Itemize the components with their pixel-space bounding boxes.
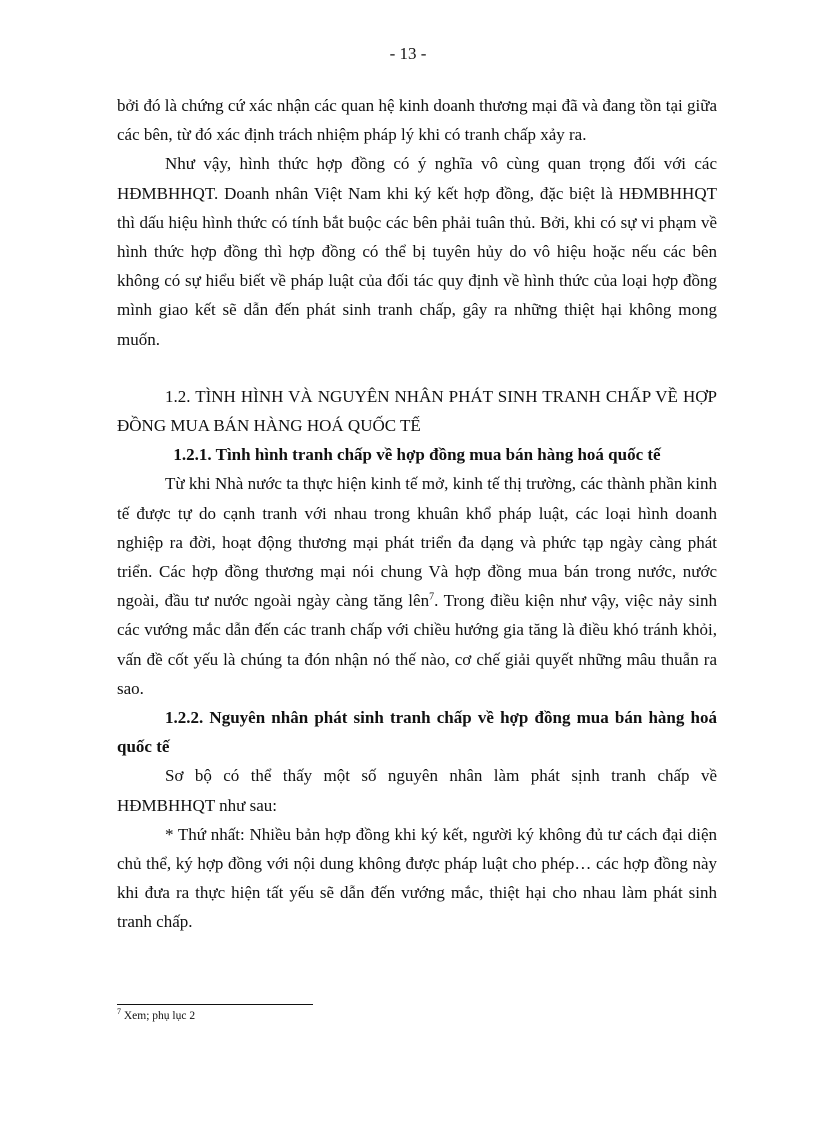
section-heading-1-2: 1.2. TÌNH HÌNH VÀ NGUYÊN NHÂN PHÁT SINH TRANH CHẤP VỀ HỢP ĐỒNG MUA BÁN HÀNG HOÁ QUỐC TẾ <box>117 386 717 436</box>
page-number: - 13 - <box>389 44 427 63</box>
footnote <box>117 1007 196 1022</box>
subsection-heading-1-2-1: 1.2.1. Tình hình tranh chấp về hợp đồng mua bán hàng hoá quốc tế <box>173 445 661 465</box>
paragraph-causes-intro: Sơ bộ có thể thấy một số nguyên nhân làm phát sịnh tranh chấp về HĐMBHHQT như sau: <box>117 766 717 815</box>
subsection-heading-1-2-2: 1.2.2. Nguyên nhân phát sinh tranh chấp về hợp đồng mua bán hàng hoá quốc tế <box>117 708 717 757</box>
footnote-text: Xem; phụ lục 2 <box>121 1010 196 1022</box>
paragraph-first-cause: * Thứ nhất: Nhiều bản hợp đồng khi ký kết, người ký không đủ tư cách đại diện chủ thể, ký hợp đồng với nội dung không được pháp luật cho phép… các hợp đồng này khi đưa ra thực hiện tất yếu sẽ dẫn đến vướng mắc, thiệt hại cho nhau làm phát sinh tranh chấp. <box>117 824 717 932</box>
paragraph-dispute-tail: . Trong điều kiện như vậy, việc nảy sinh các vướng mắc dẫn đến các tranh chấp với chiều hướng gia tăng là điều khó tránh khỏi, vấn đề cốt yếu là chúng ta đón nhận nó thế nào, cơ chế giải quyết những mâu thuẫn ra sao. <box>117 591 717 698</box>
page-body <box>117 91 717 937</box>
paragraph-contract-form: Như vậy, hình thức hợp đồng có ý nghĩa vô cùng quan trọng đối với các HĐMBHHQT. Doanh nhân Việt Nam khi ký kết hợp đồng, đặc biệt là HĐMBHHQT thì dấu hiệu hình thức có tính bắt buộc các bên phải tuân thủ. Bởi, khi có sự vi phạm về hình thức hợp đồng thì hợp đồng có thể bị tuyên hủy do vô hiệu hoặc nếu các bên không có sự hiểu biết về pháp luật của đối tác quy định về hình thức của loại hợp đồng mình giao kết sẽ dẫn đến phát sinh tranh chấp, gây ra những thiệt hại không mong muốn. <box>117 154 717 349</box>
footnote-divider <box>117 1004 313 1005</box>
footnote-reference[interactable]: 7 <box>429 591 435 603</box>
paragraph-dispute-situation <box>117 469 717 703</box>
paragraph-dispute-text: Từ khi Nhà nước ta thực hiện kinh tế mở, kinh tế thị trường, các thành phần kinh tế được tự do cạnh tranh với nhau trong khuân khổ pháp luật, các loại hình doanh nghiệp ra đời, hoạt động thương mại phát triển đa dạng và phức tạp ngày càng phát triển. Các hợp đồng thương mại nói chung Và hợp đồng mua bán trong nước, nước ngoài, đầu tư nước ngoài ngày càng tăng lên <box>117 474 717 611</box>
paragraph-continuation: bởi đó là chứng cứ xác nhận các quan hệ kinh doanh thương mại đã và đang tồn tại giữa các bên, từ đó xác định trách nhiệm pháp lý khi có tranh chấp xảy ra. <box>117 96 717 145</box>
footnote-mark: 7 <box>117 1007 121 1017</box>
